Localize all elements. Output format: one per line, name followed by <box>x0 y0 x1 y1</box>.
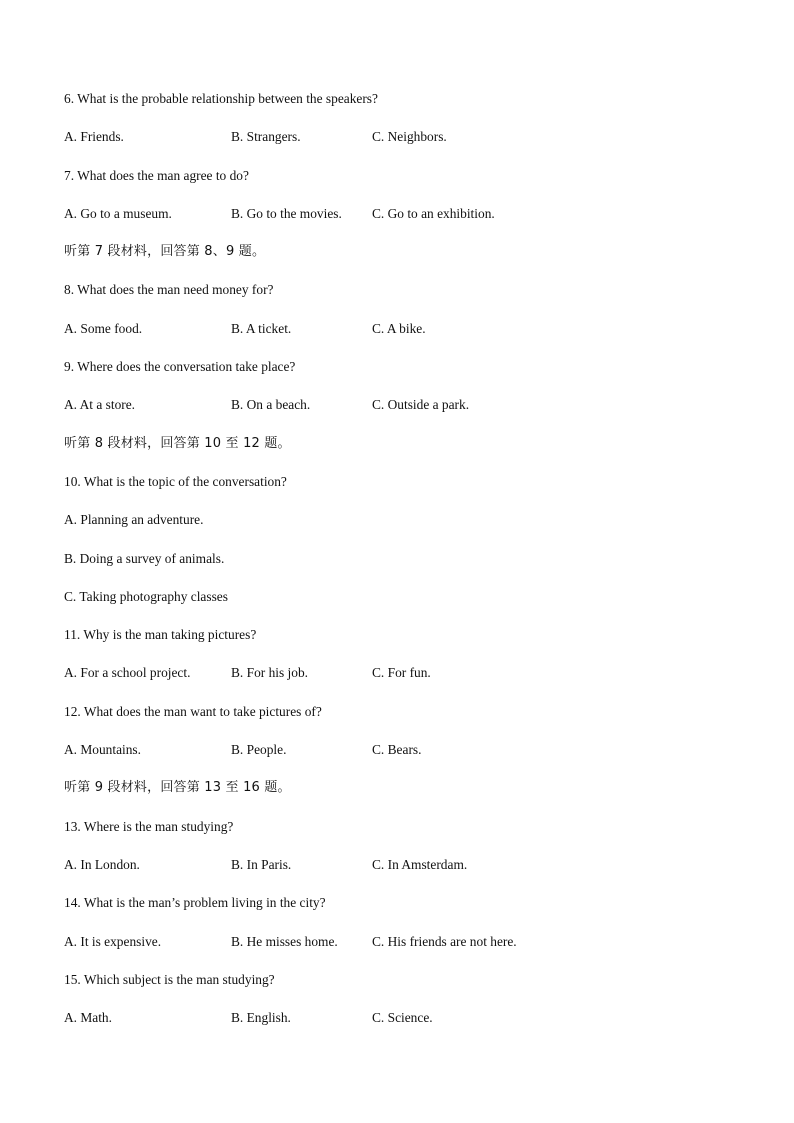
section-header-8 <box>64 433 744 471</box>
option-10-b <box>64 548 744 586</box>
option-b: B. English. <box>231 1010 291 1026</box>
option-b: B. Doing a survey of animals. <box>64 550 225 566</box>
document-page <box>64 88 744 1045</box>
question-9 <box>64 356 744 394</box>
option-c: C. Science. <box>372 1010 433 1026</box>
option-c: C. For fun. <box>372 665 431 681</box>
question-text: 10. What is the topic of the conversation? <box>64 473 287 489</box>
options-12 <box>64 739 744 777</box>
option-b: B. Strangers. <box>231 129 301 145</box>
question-text: 14. What is the man’s problem living in the city? <box>64 895 326 911</box>
option-b: B. For his job. <box>231 665 309 681</box>
question-14 <box>64 892 744 930</box>
question-7 <box>64 165 744 203</box>
option-a: A. In London. <box>64 856 140 872</box>
section-header-text: 听第 8 段材料，回答第 10 至 12 题。 <box>64 435 291 451</box>
question-11 <box>64 624 744 662</box>
question-6 <box>64 88 744 126</box>
question-text: 8. What does the man need money for? <box>64 282 274 298</box>
option-b: B. Go to the movies. <box>231 205 342 221</box>
section-header-9 <box>64 777 744 815</box>
option-b: B. In Paris. <box>231 856 292 872</box>
options-11 <box>64 662 744 700</box>
option-c: C. Neighbors. <box>372 129 447 145</box>
option-a: A. It is expensive. <box>64 933 162 949</box>
options-7 <box>64 203 744 241</box>
option-a: A. Some food. <box>64 320 143 336</box>
question-15 <box>64 969 744 1007</box>
option-a: A. Planning an adventure. <box>64 512 204 528</box>
option-b: B. A ticket. <box>231 320 292 336</box>
question-13 <box>64 816 744 854</box>
option-10-c <box>64 586 744 624</box>
option-c: C. Outside a park. <box>372 397 470 413</box>
option-a: A. At a store. <box>64 397 136 413</box>
option-a: A. Math. <box>64 1010 112 1026</box>
section-header-text: 听第 9 段材料，回答第 13 至 16 题。 <box>64 780 291 796</box>
option-a: A. For a school project. <box>64 665 191 681</box>
section-header-7 <box>64 241 744 279</box>
question-text: 6. What is the probable relationship between the speakers? <box>64 91 378 106</box>
option-c: C. A bike. <box>372 320 426 336</box>
options-9 <box>64 394 744 432</box>
option-10-a <box>64 509 744 547</box>
options-14 <box>64 931 744 969</box>
question-text: 13. Where is the man studying? <box>64 818 234 834</box>
question-text: 12. What does the man want to take pictures of? <box>64 703 322 719</box>
option-c: C. In Amsterdam. <box>372 856 468 872</box>
section-header-text: 听第 7 段材料，回答第 8、9 题。 <box>64 244 266 260</box>
option-a: A. Friends. <box>64 129 124 145</box>
option-b: B. People. <box>231 742 287 758</box>
option-a: A. Go to a museum. <box>64 205 172 221</box>
question-8 <box>64 279 744 317</box>
question-text: 7. What does the man agree to do? <box>64 167 249 183</box>
options-15 <box>64 1007 744 1045</box>
options-13 <box>64 854 744 892</box>
question-text: 15. Which subject is the man studying? <box>64 971 275 987</box>
option-a: A. Mountains. <box>64 742 141 758</box>
question-10 <box>64 471 744 509</box>
option-c: C. His friends are not here. <box>372 933 517 949</box>
option-c: C. Bears. <box>372 742 422 758</box>
question-text: 11. Why is the man taking pictures? <box>64 627 257 643</box>
options-6 <box>64 126 744 164</box>
option-b: B. He misses home. <box>231 933 338 949</box>
question-text: 9. Where does the conversation take place? <box>64 359 296 375</box>
options-8 <box>64 318 744 356</box>
option-c: C. Go to an exhibition. <box>372 205 495 221</box>
question-12 <box>64 701 744 739</box>
option-c: C. Taking photography classes <box>64 588 228 604</box>
option-b: B. On a beach. <box>231 397 311 413</box>
